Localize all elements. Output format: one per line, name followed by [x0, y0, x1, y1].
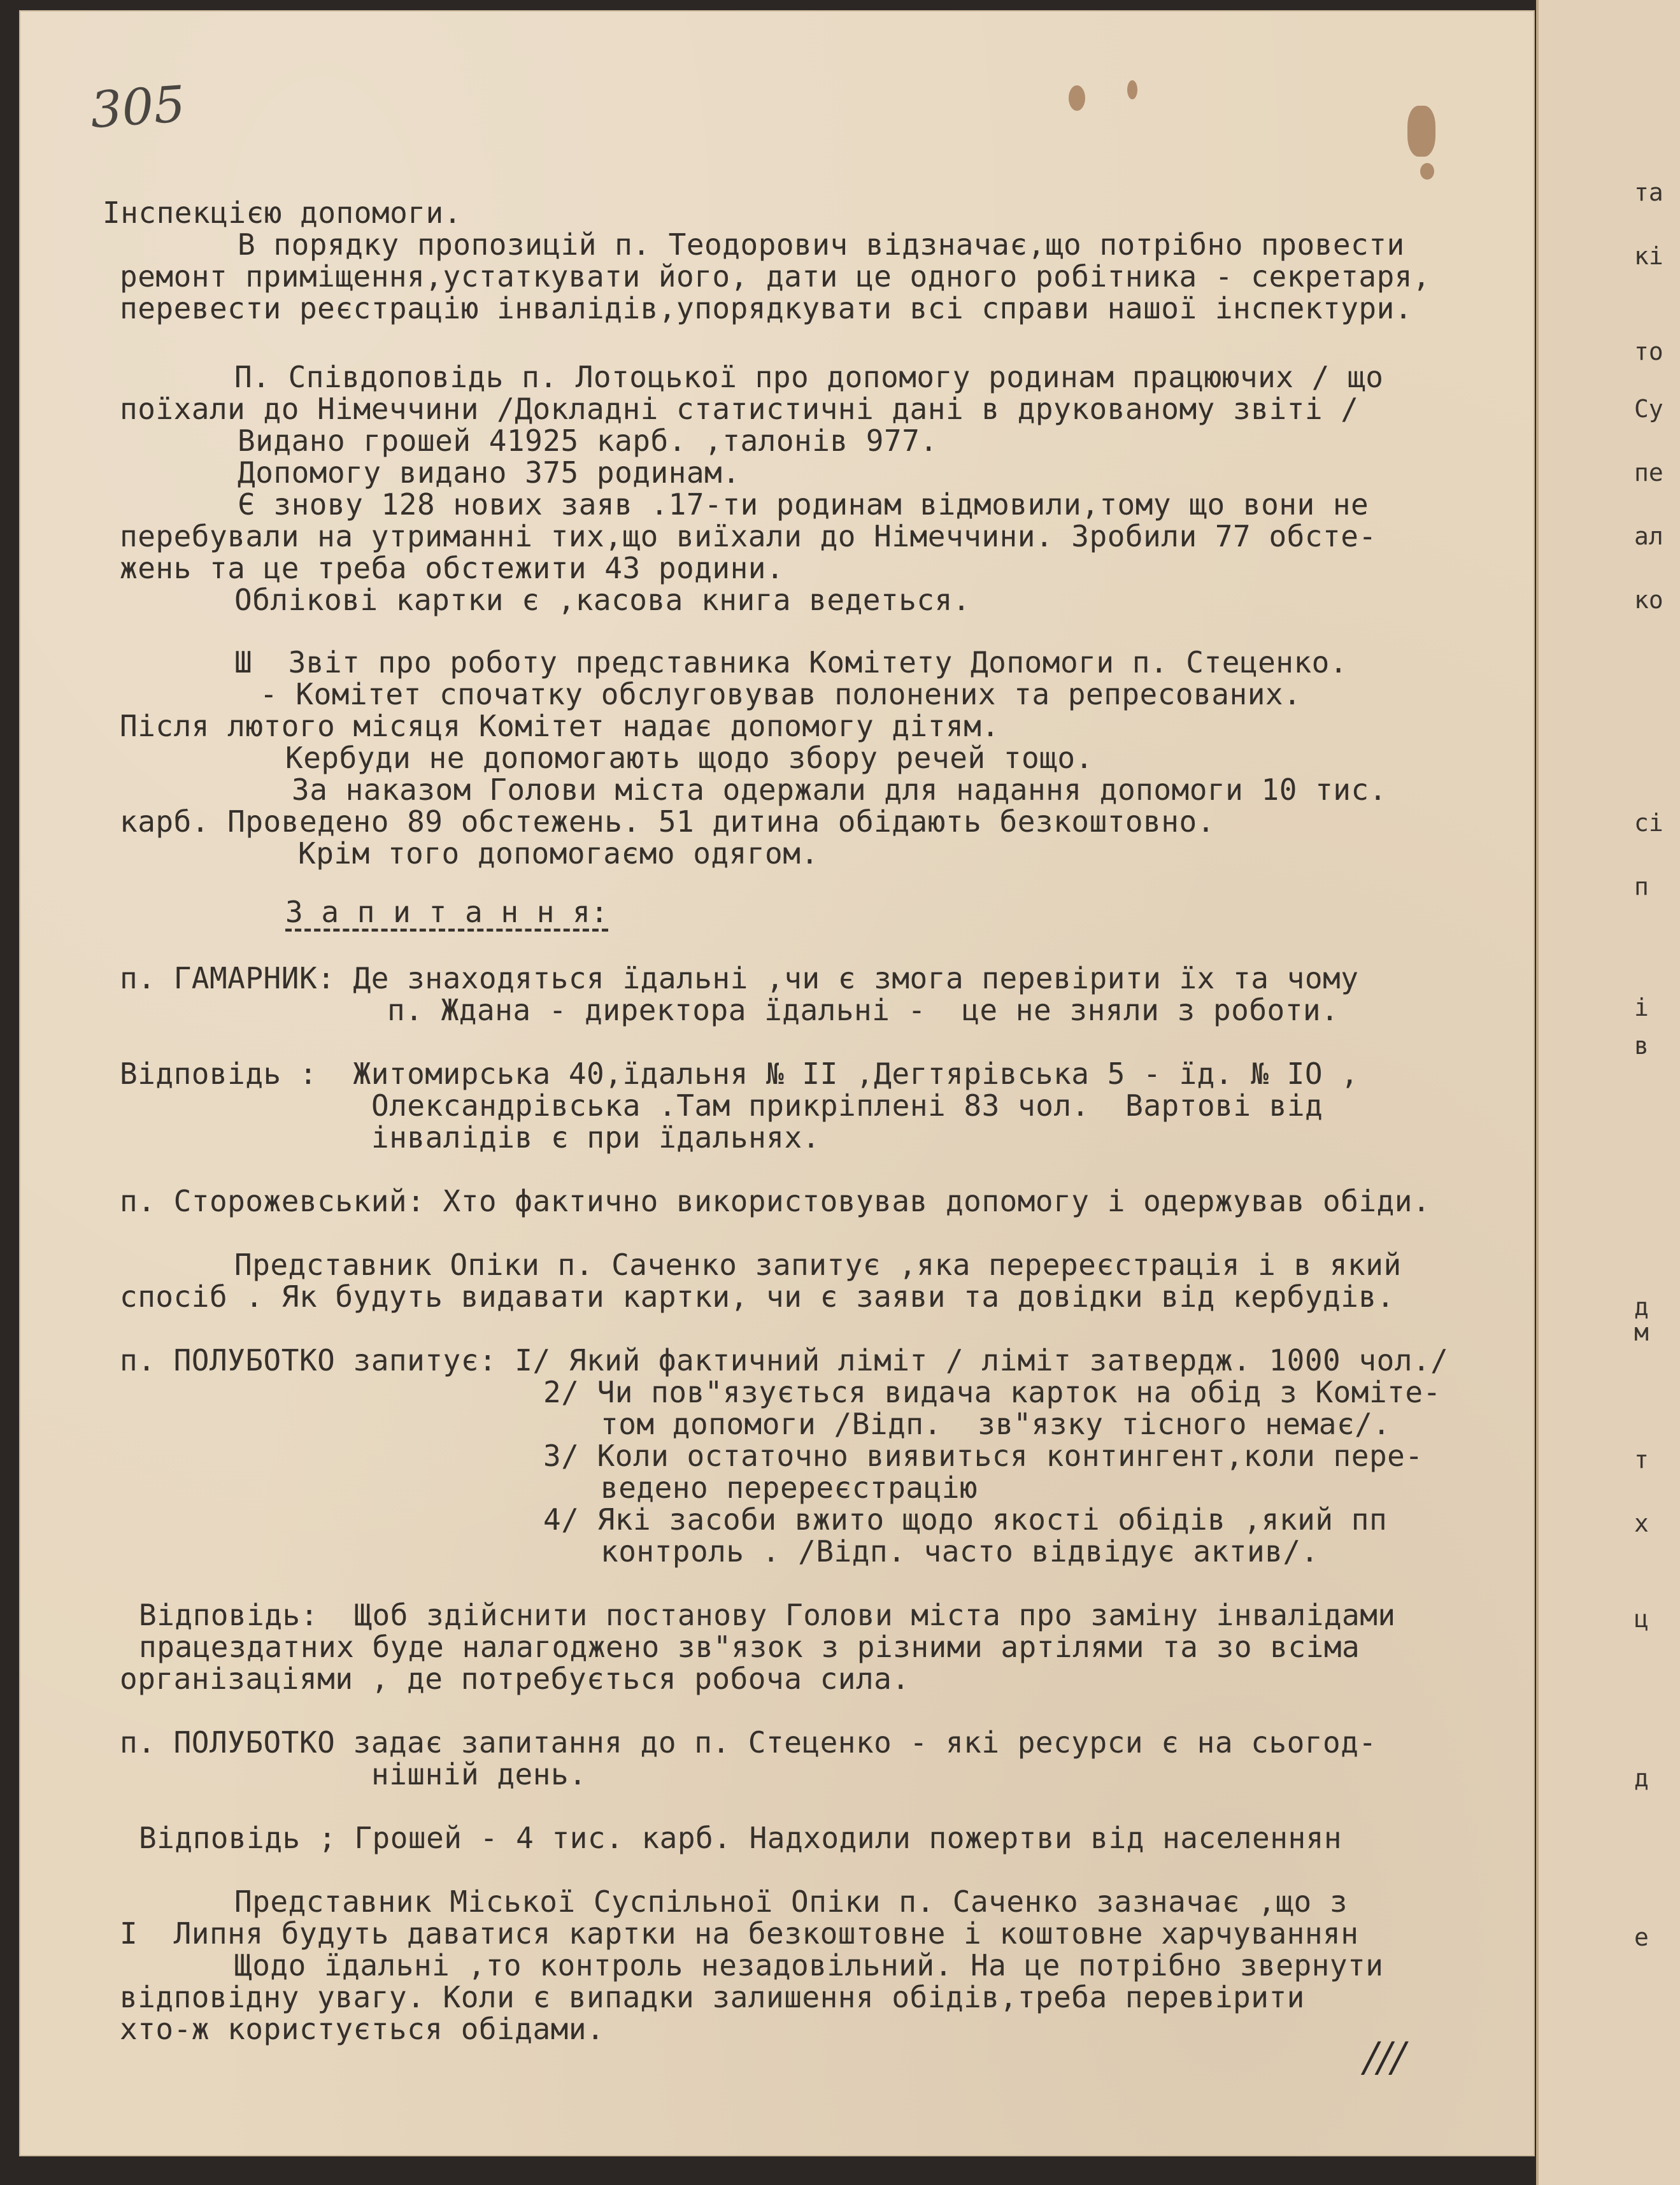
- text-line: Інспекцією допомоги.: [103, 196, 462, 230]
- text-line: 2/ Чи пов"язується видача карток на обід з Коміте-: [543, 1375, 1441, 1409]
- adjacent-fragment: ал: [1634, 522, 1663, 550]
- adjacent-fragment: е: [1634, 1923, 1649, 1951]
- adjacent-fragment: та: [1634, 178, 1663, 206]
- adjacent-fragment: Су: [1634, 395, 1663, 423]
- sheet-number: 305: [89, 75, 187, 140]
- adjacent-fragment: м: [1634, 1318, 1649, 1346]
- stain-mark: [1420, 163, 1434, 180]
- text-line: Після лютого місяця Комітет надає допомогу дітям.: [120, 709, 1000, 743]
- text-line: ремонт приміщення,устаткувати його, дати це одного робітника - секретаря,: [120, 259, 1431, 294]
- text-line: п. ПОЛУБОТКО запитує: І/ Який фактичний ліміт / ліміт затвердж. 1000 чол./: [120, 1343, 1449, 1377]
- text-line: Представник Міської Суспільної Опіки п. Саченко зазначає ,що з: [234, 1884, 1348, 1919]
- adjacent-fragment: то: [1634, 338, 1663, 366]
- adjacent-page-edge: [1536, 0, 1680, 2185]
- text-line: За наказом Голови міста одержали для надання допомоги 10 тис.: [292, 772, 1387, 807]
- adjacent-fragment: сі: [1634, 809, 1663, 837]
- text-line: нішній день.: [371, 1757, 587, 1791]
- stain-mark: [1069, 85, 1085, 111]
- text-line: працездатних буде налагоджено зв"язок з різними артілями та зо всіма: [139, 1630, 1360, 1664]
- text-line: Крім того допомогаємо одягом.: [298, 836, 819, 871]
- text-line: 4/ Які засоби вжито щодо якості обідів ,який пп: [543, 1502, 1388, 1537]
- text-line: Допомогу видано 375 родинам.: [238, 455, 741, 490]
- adjacent-fragment: кі: [1634, 242, 1663, 270]
- signature-mark: ///: [1364, 2034, 1406, 2081]
- text-line: Відповідь: Щоб здійснити постанову Голови міста про заміну інвалідами: [139, 1598, 1396, 1632]
- text-line: перевести реєстрацію інвалідів,упорядкувати всі справи нашої інспектури.: [120, 291, 1413, 325]
- text-line: перебували на утриманні тих,що виїхали до Німеччини. Зробили 77 обсте-: [120, 519, 1377, 553]
- adjacent-fragment: пе: [1634, 459, 1663, 487]
- text-line: І Липня будуть даватися картки на безкоштовне і коштовне харчуваннян: [120, 1916, 1359, 1951]
- text-line: 3/ Коли остаточно виявиться контингент,коли пере-: [543, 1439, 1423, 1473]
- text-line: Є знову 128 нових заяв .17-ти родинам відмовили,тому що вони не: [238, 487, 1369, 522]
- text-line: Облікові картки є ,касова книга ведеться.: [234, 583, 971, 617]
- adjacent-fragment: і: [1634, 993, 1649, 1021]
- text-line: Відповідь : Житомирська 40,їдальня № ІІ ,Дегтярівська 5 - їд. № ІО ,: [120, 1057, 1359, 1091]
- text-line: том допомоги /Відп. зв"язку тісного немає/.: [601, 1407, 1391, 1441]
- text-line: контроль . /Відп. часто відвідує актив/.: [601, 1534, 1319, 1569]
- text-line: Ш Звіт про роботу представника Комітету Допомоги п. Стеценко.: [234, 645, 1348, 680]
- text-line: карб. Проведено 89 обстежень. 51 дитина обідають безкоштовно.: [120, 804, 1215, 839]
- text-line: поїхали до Німеччини /Докладні статистичні дані в друкованому звіті /: [120, 392, 1359, 426]
- adjacent-fragment: ц: [1634, 1605, 1649, 1633]
- text-line: інвалідів є при їдальнях.: [371, 1120, 820, 1155]
- adjacent-fragment: п: [1634, 872, 1649, 900]
- text-line: В порядку пропозицій п. Теодорович відзначає,що потрібно провести: [238, 227, 1405, 262]
- adjacent-fragment: ко: [1634, 586, 1663, 614]
- text-line: П. Співдоповідь п. Лотоцької про допомогу родинам працюючих / що: [234, 360, 1384, 394]
- text-line: Кербуди не допомогають щодо збору речей тощо.: [285, 741, 1093, 775]
- text-line: - Комітет спочатку обслуговував полонених та репресованих.: [260, 677, 1302, 711]
- section-heading: З а п и т а н н я:: [285, 895, 609, 929]
- adjacent-fragment: д: [1634, 1764, 1649, 1792]
- text-line: спосіб . Як будуть видавати картки, чи є заяви та довідки від кербудів.: [120, 1279, 1395, 1314]
- text-line: п. ПОЛУБОТКО задає запитання до п. Стеценко - які ресурси є на сьогод-: [120, 1725, 1377, 1760]
- text-line: Представник Опіки п. Саченко запитує ,яка перереєстрація і в який: [234, 1248, 1402, 1282]
- adjacent-fragment: д: [1634, 1293, 1649, 1321]
- stain-mark: [1127, 80, 1137, 99]
- text-line: п. Сторожевський: Хто фактично використовував допомогу і одержував обіди.: [120, 1184, 1431, 1218]
- text-line: Видано грошей 41925 карб. ,талонів 977.: [238, 423, 938, 458]
- text-line: п. ГАМАРНИК: Де знаходяться їдальні ,чи є змога перевірити їх та чому: [120, 961, 1359, 995]
- text-line: ведено перереєстрацію: [601, 1470, 978, 1505]
- adjacent-fragment: х: [1634, 1509, 1649, 1537]
- text-line: відповідну увагу. Коли є випадки залишення обідів,треба перевірити: [120, 1980, 1305, 2014]
- adjacent-fragment: т: [1634, 1446, 1649, 1474]
- text-line: Олександрівська .Там прикріплені 83 чол. Вартові від: [371, 1088, 1323, 1123]
- text-line: Щодо їдальні ,то контроль незадовільний. На це потрібно звернути: [234, 1948, 1384, 1982]
- text-line: організаціями , де потребується робоча сила.: [120, 1662, 910, 1696]
- document-page: [19, 10, 1535, 2156]
- text-line: Відповідь ; Грошей - 4 тис. карб. Надходили пожертви від населеннян: [139, 1821, 1342, 1855]
- stain-mark: [1407, 106, 1435, 157]
- text-line: п. Ждана - директора їдальні - це не зняли з роботи.: [387, 993, 1339, 1027]
- adjacent-fragment: в: [1634, 1032, 1649, 1060]
- text-line: хто-ж користується обідами.: [120, 2012, 605, 2046]
- text-line: жень та це треба обстежити 43 родини.: [120, 551, 785, 585]
